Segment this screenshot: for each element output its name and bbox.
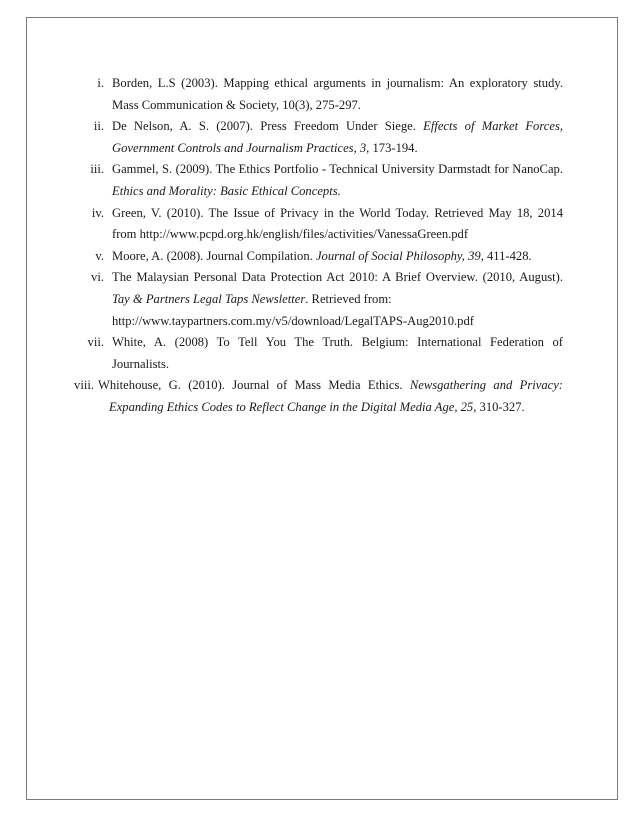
reference-number: vii. xyxy=(87,335,104,350)
reference-item-4 xyxy=(0,203,638,246)
reference-text: White, A. (2008) To Tell You The Truth. Belgium: International Federation of xyxy=(112,335,563,350)
reference-item-8 xyxy=(0,375,638,418)
reference-text: Moore, A. (2008). Journal Compilation. Journal of Social Philosophy, 39, 411-428. xyxy=(112,248,532,263)
reference-number: iv. xyxy=(91,205,104,220)
reference-text: Whitehouse, G. (2010). Journal of Mass Media Ethics. Newsgathering and Privacy: xyxy=(98,378,563,393)
reference-number: i. xyxy=(97,76,104,90)
reference-number: ii. xyxy=(93,119,104,134)
reference-text: from http://www.pcpd.org.hk/english/files/activities/VanessaGreen.pdf xyxy=(112,227,469,242)
reference-text: The Malaysian Personal Data Protection Act 2010: A Brief Overview. (2010, August). xyxy=(112,270,563,285)
reference-item-1 xyxy=(0,73,638,116)
reference-item-3 xyxy=(0,159,638,202)
reference-url: http://www.taypartners.com.my/v5/download/LegalTAPS-Aug2010.pdf xyxy=(112,313,474,328)
reference-item-5 xyxy=(0,246,638,268)
reference-text: Borden, L.S (2003). Mapping ethical arguments in journalism: An exploratory study. xyxy=(112,76,563,90)
reference-text: Ethics and Morality: Basic Ethical Concepts. xyxy=(112,183,341,198)
reference-text: De Nelson, A. S. (2007). Press Freedom Under Siege. Effects of Market Forces, xyxy=(112,119,563,134)
reference-text: Government Controls and Journalism Practices, 3, 173-194. xyxy=(112,140,418,155)
reference-number: viii. xyxy=(74,378,94,393)
reference-text: Tay & Partners Legal Taps Newsletter. Retrieved from: xyxy=(112,291,392,306)
reference-item-2 xyxy=(0,116,638,159)
reference-text: Gammel, S. (2009). The Ethics Portfolio - Technical University Darmstadt for NanoCap. xyxy=(112,162,563,177)
reference-list xyxy=(0,73,638,419)
reference-number: vi. xyxy=(91,270,104,285)
reference-text: Expanding Ethics Codes to Reflect Change in the Digital Media Age, 25, 310-327. xyxy=(109,399,525,414)
reference-number: v. xyxy=(95,248,104,263)
reference-text: Green, V. (2010). The Issue of Privacy in the World Today. Retrieved May 18, 2014 xyxy=(112,205,563,220)
reference-number: iii. xyxy=(90,162,104,177)
reference-item-7 xyxy=(0,332,638,375)
reference-text: Journalists. xyxy=(112,356,170,371)
reference-item-6 xyxy=(0,267,638,332)
reference-text: Mass Communication & Society, 10(3), 275-297. xyxy=(112,97,361,112)
